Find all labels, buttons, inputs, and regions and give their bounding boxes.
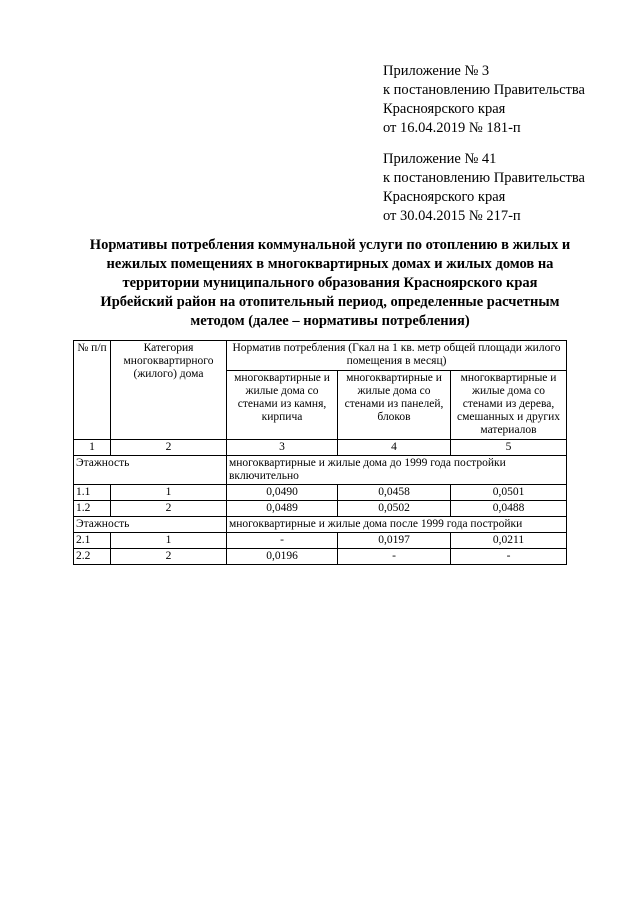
column-numbers-row <box>74 440 567 456</box>
document-title <box>70 236 590 331</box>
column-number: 2 <box>111 440 227 456</box>
header-category: Категория многоквартирного (жилого) дома <box>111 341 227 440</box>
appendix-3-block <box>383 62 623 138</box>
row-value-stone: - <box>227 533 338 549</box>
column-number: 4 <box>338 440 451 456</box>
table-row <box>74 485 567 501</box>
table-row <box>74 533 567 549</box>
appendix-41-line: к постановлению Правительства <box>383 170 585 186</box>
header-walls-panel: многоквартирные и жилые дома со стенами из панелей, блоков <box>338 370 451 439</box>
row-value-wood: 0,0211 <box>451 533 567 549</box>
table-row <box>74 501 567 517</box>
row-value-stone: 0,0489 <box>227 501 338 517</box>
section-description: многоквартирные и жилые дома после 1999 года постройки <box>227 517 567 533</box>
row-number: 2.2 <box>74 549 111 565</box>
appendix-3-line: Красноярского края <box>383 101 506 117</box>
appendix-41-line: Красноярского края <box>383 189 506 205</box>
header-walls-stone: многоквартирные и жилые дома со стенами из камня, кирпича <box>227 370 338 439</box>
row-category: 1 <box>111 533 227 549</box>
header-num: № п/п <box>74 341 111 440</box>
header-norm: Норматив потребления (Гкал на 1 кв. метр общей площади жилого помещения в месяц) <box>227 341 567 371</box>
row-value-wood: - <box>451 549 567 565</box>
row-number: 1.2 <box>74 501 111 517</box>
section-row <box>74 517 567 533</box>
appendix-3-line: от 16.04.2019 № 181-п <box>383 120 521 136</box>
row-number: 1.1 <box>74 485 111 501</box>
title-line: Ирбейский район на отопительный период, определенные расчетным <box>100 294 560 310</box>
row-category: 2 <box>111 549 227 565</box>
column-number: 1 <box>74 440 111 456</box>
header-walls-wood: многоквартирные и жилые дома со стенами из дерева, смешанных и других материалов <box>451 370 567 439</box>
table-header-row <box>74 341 567 371</box>
section-description: многоквартирные и жилые дома до 1999 года постройки включительно <box>227 456 567 485</box>
column-number: 3 <box>227 440 338 456</box>
row-value-panel: - <box>338 549 451 565</box>
row-category: 1 <box>111 485 227 501</box>
section-label: Этажность <box>74 456 227 485</box>
title-line: нежилых помещениях в многоквартирных домах и жилых домов на <box>106 256 554 272</box>
row-number: 2.1 <box>74 533 111 549</box>
title-line: методом (далее – нормативы потребления) <box>190 313 470 329</box>
appendix-3-line: Приложение № 3 <box>383 63 490 79</box>
table-row <box>74 549 567 565</box>
row-value-panel: 0,0197 <box>338 533 451 549</box>
row-category: 2 <box>111 501 227 517</box>
row-value-panel: 0,0502 <box>338 501 451 517</box>
row-value-wood: 0,0501 <box>451 485 567 501</box>
row-value-stone: 0,0490 <box>227 485 338 501</box>
appendix-41-block <box>383 150 623 226</box>
row-value-panel: 0,0458 <box>338 485 451 501</box>
appendix-3-line: к постановлению Правительства <box>383 82 585 98</box>
title-line: Нормативы потребления коммунальной услуги по отоплению в жилых и <box>89 237 571 253</box>
row-value-stone: 0,0196 <box>227 549 338 565</box>
row-value-wood: 0,0488 <box>451 501 567 517</box>
title-line: территории муниципального образования Красноярского края <box>122 275 538 291</box>
norms-table <box>73 340 567 565</box>
section-row <box>74 456 567 485</box>
appendix-41-line: Приложение № 41 <box>383 151 497 167</box>
appendix-41-line: от 30.04.2015 № 217-п <box>383 208 521 224</box>
section-label: Этажность <box>74 517 227 533</box>
column-number: 5 <box>451 440 567 456</box>
